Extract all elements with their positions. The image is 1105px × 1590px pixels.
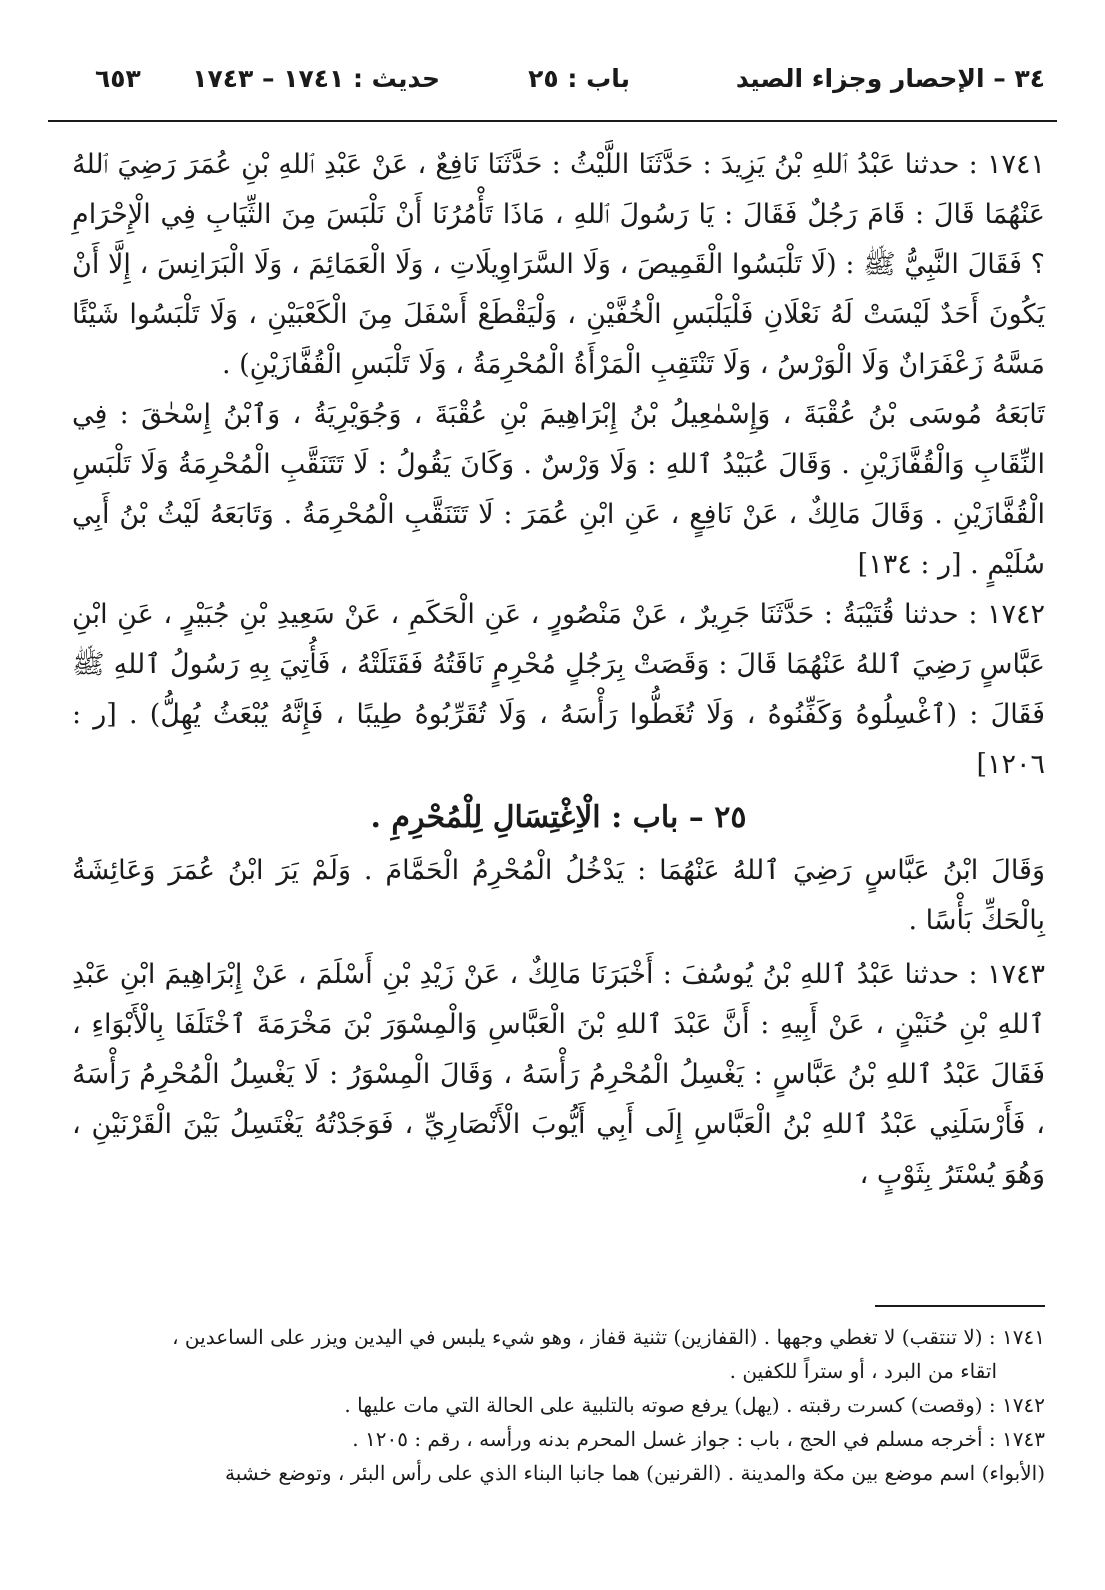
hadith-1743: ١٧٤٣ : حدثنا عَبْدُ ٱللهِ بْنُ يُوسُفَ : أَخْبَرَنَا مَالِكٌ ، عَنْ زَيْدِ بْنِ أَسْلَمَ ، عَنْ إِبْرَاهِيمَ ابْنِ عَبْدِ ٱللهِ بْنِ حُنَيْنٍ ، عَنْ أَبِيهِ : أَنَّ عَبْدَ ٱللهِ بْنَ الْعَبَّاسِ وَالْمِسْوَرَ بْنَ مَخْرَمَةَ ٱخْتَلَفَا بِالْأَبْوَاءِ ، فَقَالَ عَبْدُ ٱللهِ بْنُ عَبَّاسٍ : يَغْسِلُ الْمُحْرِمُ رَأْسَهُ ، وَقَالَ الْمِسْوَرُ : لَا يَغْسِلُ الْمُحْرِمُ رَأْسَهُ ، فَأَرْسَلَنِي عَبْدُ ٱللهِ بْنُ الْعَبَّاسِ إِلَى أَبِي أَيُّوبَ الْأَنْصَارِيِّ ، فَوَجَدْتُهُ يَغْتَسِلُ بَيْنَ الْقَرْنَيْنِ ، وَهُوَ يُسْتَرُ بِثَوْبٍ ،	[72, 959, 1045, 1190]
footnote-1741: ١٧٤١ : (لا تنتقب) لا تغطي وجهها . (القفازين) تثنية قفاز ، وهو شيء يلبس في اليدين ويزر على الساعدين ،	[172, 1325, 1045, 1349]
footnote-1741-continued: اتقاء من البرد ، أو ستراً للكفين .	[729, 1359, 997, 1383]
chapter-title: ٣٤ – الإحصار وجزاء الصيد	[735, 64, 1045, 93]
footnotes	[90, 1320, 1045, 1490]
hadith-1741-follow-up: تَابَعَهُ مُوسَى بْنُ عُقْبَةَ ، وَإِسْمٰعِيلُ بْنُ إِبْرَاهِيمَ بْنِ عُقْبَةَ ، وَجُوَيْرِيَةُ ، وَٱبْنُ إِسْحٰقَ : فِي النِّقَابِ وَالْقُفَّازَيْنِ . وَقَالَ عُبَيْدُ ٱللهِ : وَلَا وَرْسٌ . وَكَانَ يَقُولُ : لَا تَتَنَقَّبِ الْمُحْرِمَةُ وَلَا تَلْبَسِ الْقُفَّازَيْنِ . وَقَالَ مَالِكٌ ، عَنْ نَافِعٍ ، عَنِ ابْنِ عُمَرَ : لَا تَتَنَقَّبِ الْمُحْرِمَةُ . وَتَابَعَهُ لَيْثُ بْنُ أَبِي سُلَيْمٍ . [ر : ١٣٤]	[72, 399, 1045, 580]
bab-number: باب : ٢٥	[528, 64, 630, 93]
footnote-1743-continued: (الأبواء) اسم موضع بين مكة والمدينة . (القرنين) هما جانبا البناء الذي على رأس البئر ، وتوضع خشبة	[225, 1461, 1045, 1485]
footnote-divider	[875, 1305, 1045, 1307]
bab-introduction: وَقَالَ ابْنُ عَبَّاسٍ رَضِيَ ٱللهُ عَنْهُمَا : يَدْخُلُ الْمُحْرِمُ الْحَمَّامَ . وَلَمْ يَرَ ابْنُ عُمَرَ وَعَائِشَةُ بِالْحَكِّ بَأْسًا .	[72, 855, 1045, 936]
running-header	[95, 52, 1045, 102]
footnote-1743: ١٧٤٣ : أخرجه مسلم في الحج ، باب : جواز غسل المحرم بدنه ورأسه ، رقم : ١٢٠٥ .	[352, 1427, 1045, 1451]
hadith-1741: ١٧٤١ : حدثنا عَبْدُ ٱللهِ بْنُ يَزِيدَ : حَدَّثَنَا اللَّيْثُ : حَدَّثَنَا نَافِعٌ ، عَنْ عَبْدِ ٱللهِ بْنِ عُمَرَ رَضِيَ ٱللهُ عَنْهُمَا قَالَ : قَامَ رَجُلٌ فَقَالَ : يَا رَسُولَ ٱللهِ ، مَاذَا تَأْمُرُنَا أَنْ نَلْبَسَ مِنَ الثِّيَابِ فِي الْإِحْرَامِ ؟ فَقَالَ النَّبِيُّ ﷺ : (لَا تَلْبَسُوا الْقَمِيصَ ، وَلَا السَّرَاوِيلَاتِ ، وَلَا الْعَمَائِمَ ، وَلَا الْبَرَانِسَ ، إِلَّا أَنْ يَكُونَ أَحَدٌ لَيْسَتْ لَهُ نَعْلَانِ فَلْيَلْبَسِ الْخُفَّيْنِ ، وَلْيَقْطَعْ أَسْفَلَ مِنَ الْكَعْبَيْنِ ، وَلَا تَلْبَسُوا شَيْئًا مَسَّهُ زَعْفَرَانٌ وَلَا الْوَرْسُ ، وَلَا تَنْتَقِبِ الْمَرْأَةُ الْمُحْرِمَةُ ، وَلَا تَلْبَسِ الْقُفَّازَيْنِ) .	[72, 149, 1045, 380]
hadith-1742: ١٧٤٢ : حدثنا قُتَيْبَةُ : حَدَّثَنَا جَرِيرٌ ، عَنْ مَنْصُورٍ ، عَنِ الْحَكَمِ ، عَنْ سَعِيدِ بْنِ جُبَيْرٍ ، عَنِ ابْنِ عَبَّاسٍ رَضِيَ ٱللهُ عَنْهُمَا قَالَ : وَقَصَتْ بِرَجُلٍ مُحْرِمٍ نَاقَتُهُ فَقَتَلَتْهُ ، فَأُتِيَ بِهِ رَسُولُ ٱللهِ ﷺ فَقَالَ : (ٱغْسِلُوهُ وَكَفِّنُوهُ ، وَلَا تُغَطُّوا رَأْسَهُ ، وَلَا تُقَرِّبُوهُ طِيبًا ، فَإِنَّهُ يُبْعَثُ يُهِلُّ) . [ر : ١٢٠٦]	[72, 599, 1045, 780]
hadith-range: حديث : ١٧٤١ – ١٧٤٣	[192, 64, 440, 93]
footnote-1742: ١٧٤٢ : (وقصت) كسرت رقبته . (يهل) يرفع صوته بالتلبية على الحالة التي مات عليها .	[344, 1393, 1045, 1417]
main-text	[72, 140, 1045, 1200]
bab-heading: ٢٥ – باب : الْاِغْتِسَالِ لِلْمُحْرِمِ .	[370, 800, 747, 835]
header-divider	[48, 120, 1057, 122]
page-number: ٦٥٣	[95, 64, 141, 93]
